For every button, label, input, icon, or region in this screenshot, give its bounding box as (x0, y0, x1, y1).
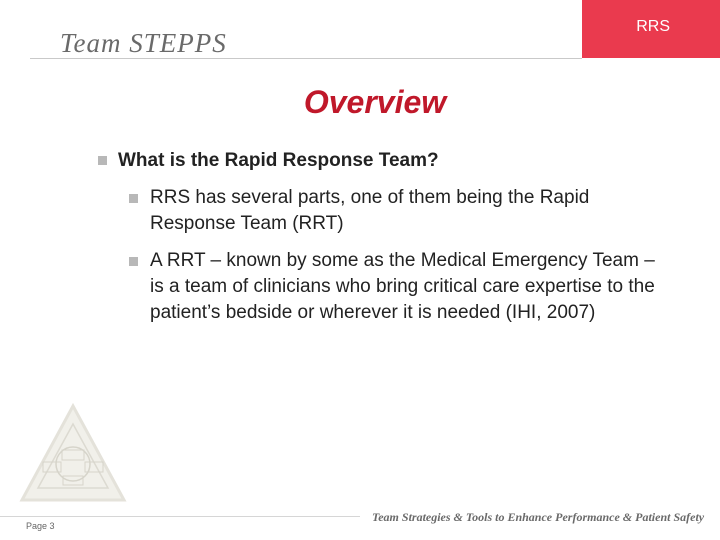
bullet-square-icon (129, 257, 138, 266)
sub-bullet: RRS has several parts, one of them being the Rapid Response Team (RRT) (150, 187, 590, 234)
bullet-square-icon (98, 156, 107, 165)
footer-tagline: Team Strategies & Tools to Enhance Performance & Patient Safety (372, 510, 705, 524)
main-bullet: What is the Rapid Response Team? (118, 150, 439, 171)
slide-title: Overview (303, 84, 447, 120)
footer-divider (0, 516, 360, 517)
teamstepps-logo: Team STEPPS (60, 28, 227, 58)
teamstepps-triangle-watermark (18, 402, 128, 512)
sub-bullet: A RRT – known by some as the Medical Emergency Team – is a team of clinicians who bring critical care expertise to the patient’s bedside or wherever it is needed (IHI, 2007) (150, 250, 655, 323)
rrs-badge: RRS (582, 0, 720, 58)
header-divider (30, 58, 582, 59)
bullet-square-icon (129, 194, 138, 203)
page-number: Page 3 (26, 521, 55, 531)
